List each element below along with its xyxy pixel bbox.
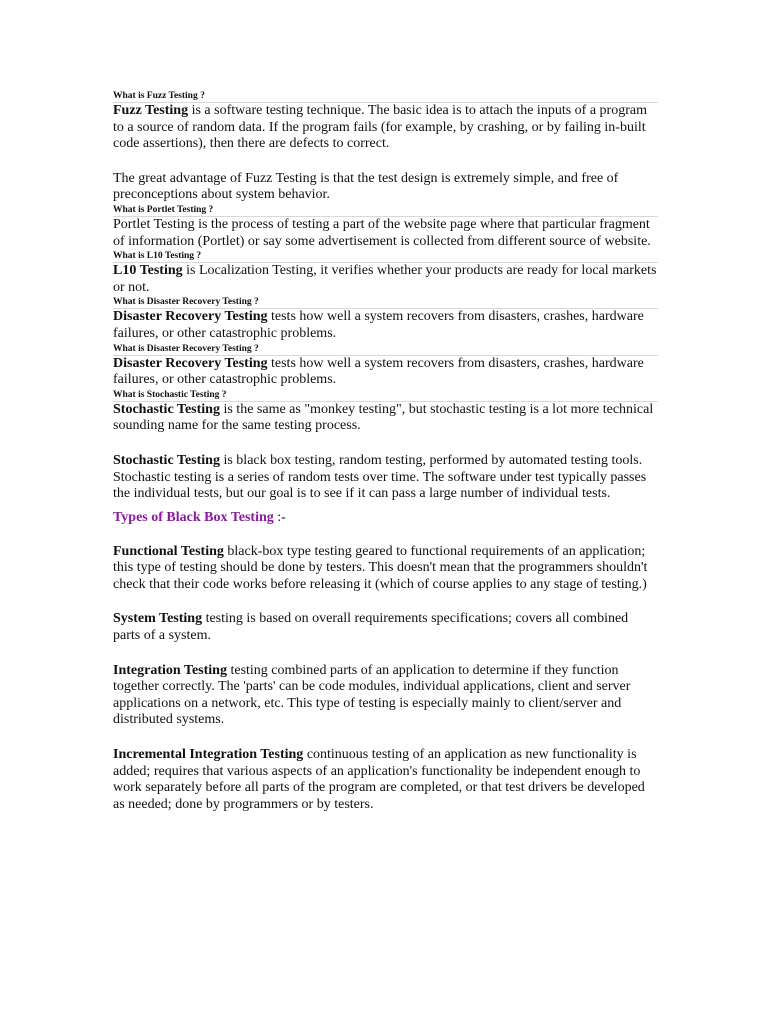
qa-block-disaster-recovery [113,296,658,342]
spacer [113,153,658,171]
question-heading: What is Portlet Testing ? [113,204,658,217]
section-title [113,509,658,526]
term-bold: Functional Testing [113,543,224,559]
section-title-suffix: :- [273,509,286,525]
question-heading: What is Disaster Recovery Testing ? [113,296,658,309]
answer-text: is the same as "monkey testing", but stochastic testing is a lot more technical sounding name for the same testing process. [113,401,654,434]
answer-text: Portlet Testing is the process of testing a part of the website page where that particular fragment of information (Portlet) or say some advertisement is collected from different source of website. [113,216,651,249]
black-box-item-system [113,611,658,644]
answer-text: tests how well a system recovers from disasters, crashes, hardware failures, or other catastrophic problems. [113,355,644,388]
answer-text: The great advantage of Fuzz Testing is that the test design is extremely simple, and free of preconceptions about system behavior. [113,170,619,203]
item-text: continuous testing of an application as new functionality is added; requires that various aspects of an application's functionality be independent enough to work separately before all parts of the program are completed, or that test drivers be developed as needed; done by programmers or by testers. [113,747,645,812]
question-heading: What is Stochastic Testing ? [113,389,658,402]
term-bold: Disaster Recovery Testing [113,355,268,371]
term-bold: Stochastic Testing [113,401,220,417]
spacer [113,526,658,544]
answer-text: tests how well a system recovers from disasters, crashes, hardware failures, or other catastrophic problems. [113,309,644,341]
black-box-item-functional [113,544,658,594]
term-bold: System Testing [113,611,203,627]
question-heading: What is Fuzz Testing ? [113,90,658,103]
question-heading: What is L10 Testing ? [113,250,658,263]
black-box-item-incremental [113,747,658,813]
term-bold: Disaster Recovery Testing [113,309,268,325]
qa-block-disaster-recovery-repeat [113,343,658,389]
term-bold: Stochastic Testing [113,452,220,468]
qa-block-portlet [113,204,658,250]
spacer [113,435,658,453]
answer-paragraph [113,402,658,435]
spacer [113,729,658,747]
item-text: black-box type testing geared to functional requirements of an application; this type of testing should be done by testers. This doesn't mean that the programmers shouldn't check that their code works before releasing it (which of course applies to any stage of testing.) [113,543,648,592]
term-bold: Fuzz Testing [113,103,189,118]
answer-paragraph [113,309,658,342]
term-bold: Incremental Integration Testing [113,747,304,763]
answer-paragraph [113,356,658,389]
answer-paragraph [113,171,658,204]
qa-block-fuzz [113,90,658,204]
item-text: testing combined parts of an application to determine if they function together correctly. The 'parts' can be code modules, individual applications, client and server applications on a network, etc. This type of testing is especially mainly to client/server and distributed systems. [113,662,631,728]
answer-paragraph [113,217,658,250]
answer-paragraph [113,103,658,153]
answer-text: is Localization Testing, it verifies whether your products are ready for local markets or not. [113,263,657,295]
qa-block-stochastic [113,389,658,503]
answer-paragraph [113,453,658,503]
term-bold: Integration Testing [113,662,227,678]
answer-text: is a software testing technique. The basic idea is to attach the inputs of a program to a source of random data. If the program fails (for example, by crashing, or by failing in-built code assertions), then there are defects to correct. [113,103,647,152]
term-bold: L10 Testing [113,263,183,279]
spacer [113,645,658,663]
qa-block-l10 [113,250,658,296]
spacer [113,593,658,611]
black-box-section [113,503,658,814]
section-title-text: Types of Black Box Testing [113,509,274,525]
question-heading: What is Disaster Recovery Testing ? [113,343,658,356]
document-page [113,90,658,813]
item-text: testing is based on overall requirements specifications; covers all combined parts of a system. [113,611,629,644]
answer-text: is black box testing, random testing, performed by automated testing tools. Stochastic testing is a series of random tests over time. The software under test typically passes the individual tests, but our goal is to see if it can pass a large number of individual tests. [113,452,647,502]
black-box-item-integration [113,663,658,729]
answer-paragraph [113,263,658,296]
